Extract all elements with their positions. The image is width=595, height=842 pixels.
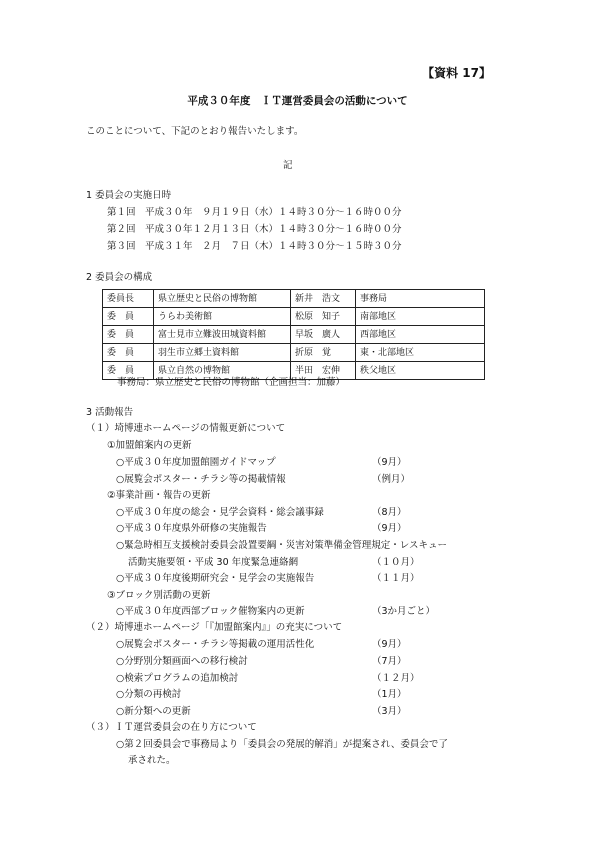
org-cell: うらわ美術館: [154, 308, 291, 326]
table-row: [103, 290, 485, 308]
area-cell: 東・北部地区: [356, 344, 485, 362]
area-cell: 事務局: [356, 290, 485, 308]
list-item-period: （１０月）: [372, 557, 420, 568]
list-item-period: （8月）: [372, 507, 407, 518]
subsection-1c-heading: ③ブロック別活動の更新: [107, 590, 211, 601]
list-item: ○平成３０年度県外研修の実施報告: [116, 523, 267, 534]
list-item: ○平成３０年度加盟館園ガイドマップ: [116, 457, 276, 468]
name-cell: 半田 宏伸: [291, 362, 356, 380]
subsection-1-heading: （１）埼博連ホームページの情報更新について: [86, 423, 286, 434]
document-title: 平成３０年度 ＩＴ運営委員会の活動について: [187, 95, 408, 107]
list-item: ○平成３０年度西部ブロック催物案内の更新: [116, 606, 305, 617]
list-item: ○分野別分類画面への移行検討: [116, 656, 248, 667]
list-item-period: （9月）: [372, 523, 407, 534]
list-item: ○新分類への更新: [116, 706, 191, 717]
area-cell: 南部地区: [356, 308, 485, 326]
list-item: ○展覧会ポスター・チラシ等の掲載情報: [116, 474, 286, 485]
list-item: ○分類の再検討: [116, 689, 182, 700]
ki-marker: 記: [283, 160, 293, 171]
session-3: 第３回 平成３１年 ２月 ７日（木）１４時３０分～１５時３０分: [107, 241, 402, 252]
secretariat-note: 事務局：県立歴史と民俗の博物館（企画担当：加藤）: [117, 377, 346, 388]
list-item-period: （１２月）: [372, 673, 420, 684]
list-item-period: （3月）: [372, 706, 407, 717]
list-item-period: （1月）: [372, 689, 407, 700]
subsection-1a-heading: ①加盟館案内の更新: [107, 440, 192, 451]
role-cell: 委 員: [103, 308, 154, 326]
session-2: 第２回 平成３０年１２月１３日（木）１４時３０分～１６時００分: [107, 224, 402, 235]
area-cell: 秩父地区: [356, 362, 485, 380]
list-item: ○第２回委員会で事務局より「委員会の発展的解消」が提案され、委員会で了: [116, 739, 448, 750]
list-item: ○検索プログラムの追加検討: [116, 673, 239, 684]
name-cell: 新井 浩文: [291, 290, 356, 308]
name-cell: 早坂 廣人: [291, 326, 356, 344]
org-cell: 羽生市立郷土資料館: [154, 344, 291, 362]
table-row: [103, 344, 485, 362]
committee-table: [102, 289, 485, 380]
list-item-period: （例月）: [372, 474, 411, 485]
area-cell: 西部地区: [356, 326, 485, 344]
role-cell: 委 員: [103, 362, 154, 380]
list-item-period: （9月）: [372, 457, 407, 468]
list-item: ○展覧会ポスター・チラシ等掲載の運用活性化: [116, 639, 315, 650]
intro-text: このことについて、下記のとおり報告いたします。: [86, 126, 304, 137]
list-item: ○平成３０年度の総会・見学会資料・総会議事録: [116, 507, 324, 518]
list-item-continuation: 活動実施要領・平成 30 年度緊急連絡網: [128, 557, 299, 568]
list-item: ○平成３０年度後期研究会・見学会の実施報告: [116, 573, 315, 584]
list-item: ○緊急時相互支援検討委員会設置要綱・災害対策準備金管理規定・レスキュー: [116, 540, 448, 551]
list-item-period: （3か月ごと）: [372, 606, 436, 617]
session-1: 第１回 平成３０年 ９月１９日（水）１４時３０分～１６時００分: [107, 207, 402, 218]
name-cell: 松原 知子: [291, 308, 356, 326]
table-row: [103, 326, 485, 344]
org-cell: 県立歴史と民俗の博物館: [154, 290, 291, 308]
list-item-period: （7月）: [372, 656, 407, 667]
subsection-1b-heading: ②事業計画・報告の更新: [107, 490, 211, 501]
role-cell: 委員長: [103, 290, 154, 308]
list-item-continuation: 承された。: [128, 755, 176, 766]
role-cell: 委 員: [103, 326, 154, 344]
table-row: [103, 308, 485, 326]
section1-heading: 1 委員会の実施日時: [86, 190, 172, 201]
role-cell: 委 員: [103, 344, 154, 362]
name-cell: 折原 覚: [291, 344, 356, 362]
subsection-2-heading: （２）埼博連ホームページ「『加盟館案内』」の充実について: [86, 622, 343, 633]
section3-heading: 3 活動報告: [86, 407, 134, 418]
list-item-period: （9月）: [372, 639, 407, 650]
org-cell: 富士見市立難波田城資料館: [154, 326, 291, 344]
org-cell: 県立自然の博物館: [154, 362, 291, 380]
section2-heading: 2 委員会の構成: [86, 272, 153, 283]
material-number-badge: 【資料 17】: [422, 66, 491, 80]
subsection-3-heading: （３）ＩＴ運営委員会の在り方について: [86, 722, 257, 733]
list-item-period: （１１月）: [372, 573, 420, 584]
